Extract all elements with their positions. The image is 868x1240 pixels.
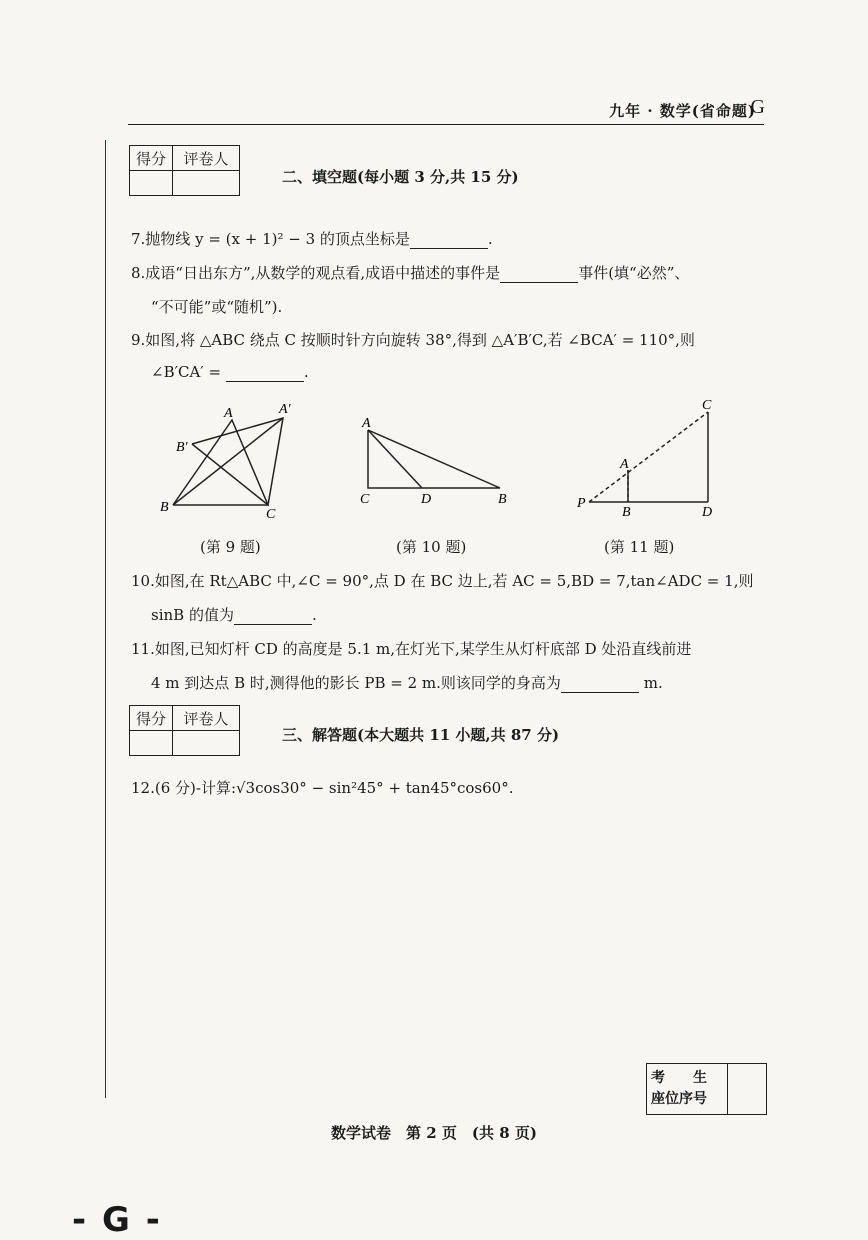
score-cell[interactable]: [130, 731, 173, 756]
q8-text: 8.成语“日出东方”,从数学的观点看,成语中描述的事件是: [131, 264, 501, 282]
q12-answer-area[interactable]: [131, 805, 751, 1045]
seat-number-field[interactable]: [728, 1064, 767, 1115]
fig11-caption: (第 11 题): [604, 538, 675, 556]
fig9-triangle-ABC: [173, 420, 268, 505]
fig9-label-A1: A′: [279, 402, 291, 417]
fig10-label-A: A: [362, 416, 371, 431]
exam-version-letter: G: [750, 96, 765, 118]
fig10-line-AD: [368, 430, 422, 488]
section3-title: 三、解答题(本大题共 11 小题,共 87 分): [282, 726, 560, 744]
fig10-label-C: C: [360, 492, 370, 507]
grader-cell[interactable]: [173, 731, 240, 756]
fig11-label-B: B: [622, 505, 631, 520]
seat-label-line2: 座位序号: [651, 1091, 707, 1107]
q10-answer-blank[interactable]: [234, 606, 312, 625]
q10-text: sinB 的值为: [151, 606, 234, 624]
fig10-caption: (第 10 题): [396, 538, 467, 556]
fig9-label-B: B: [160, 500, 169, 515]
fig11-label-D: D: [702, 505, 713, 520]
fig11-label-A: A: [620, 457, 629, 472]
q8-text-post: 事件(填“必然”、: [578, 264, 690, 282]
page-footer: 数学试卷 第 2 页 (共 8 页): [331, 1124, 537, 1142]
score-box-section3: [129, 705, 240, 756]
figure-10: [368, 430, 500, 488]
figure-9: [173, 418, 283, 505]
seat-label-line1: 考 生: [651, 1070, 707, 1086]
question-11: 11.如图,已知灯杆 CD 的高度是 5.1 m,在灯光下,某学生从灯杆底部 D 处沿直线前进: [131, 640, 692, 658]
fig10-label-D: D: [421, 492, 432, 507]
seat-number-box: [646, 1063, 767, 1115]
fig11-label-C: C: [702, 398, 712, 413]
fig11-light-ray: [589, 412, 708, 502]
section2-title: 二、填空题(每小题 3 分,共 15 分): [282, 168, 519, 186]
q11-line2: [151, 672, 663, 693]
q7-end: .: [487, 230, 493, 248]
figure-11: [589, 412, 708, 502]
exam-header-title: 九年 · 数学(省命题): [609, 102, 756, 120]
question-9: 9.如图,将 △ABC 绕点 C 按顺时针方向旋转 38°,得到 △A′B′C,若 ∠BCA′ = 110°,则: [131, 331, 695, 349]
fig9-caption: (第 9 题): [200, 538, 261, 556]
q11-text: 4 m 到达点 B 时,测得他的影长 PB = 2 m.则该同学的身高为: [151, 674, 561, 692]
q10-end: .: [311, 606, 317, 624]
fig9-triangle-A1B1C: [192, 418, 283, 505]
score-label: 得分: [130, 706, 173, 731]
q8-line2: “不可能”或“随机”).: [151, 298, 283, 316]
seat-label: [647, 1064, 728, 1115]
grader-label: 评卷人: [173, 146, 240, 171]
q10-line2: [151, 604, 317, 625]
question-10: 10.如图,在 Rt△ABC 中,∠C = 90°,点 D 在 BC 边上,若 AC = 5,BD = 7,tan∠ADC = 1,则: [131, 572, 754, 590]
fig10-triangle-ABC: [368, 430, 500, 488]
q7-text: 7.抛物线 y = (x + 1)² − 3 的顶点坐标是: [131, 230, 410, 248]
page-version-mark: - G -: [72, 1200, 162, 1240]
fig10-label-B: B: [498, 492, 507, 507]
fig9-label-B1: B′: [176, 440, 188, 455]
score-label: 得分: [130, 146, 173, 171]
grader-label: 评卷人: [173, 706, 240, 731]
q11-unit: m.: [643, 674, 663, 692]
fig11-label-P: P: [577, 496, 586, 511]
q11-answer-blank[interactable]: [561, 674, 639, 693]
fig9-label-A: A: [224, 406, 233, 421]
question-12: 12.(6 分)-计算:√3cos30° − sin²45° + tan45°cos60°.: [131, 779, 514, 797]
fig9-label-C: C: [266, 507, 276, 522]
q9-end: .: [303, 363, 309, 381]
q9-angle: ∠B′CA′ =: [151, 363, 222, 381]
fig9-line-BA1: [173, 418, 283, 505]
figures-svg: [0, 0, 868, 560]
